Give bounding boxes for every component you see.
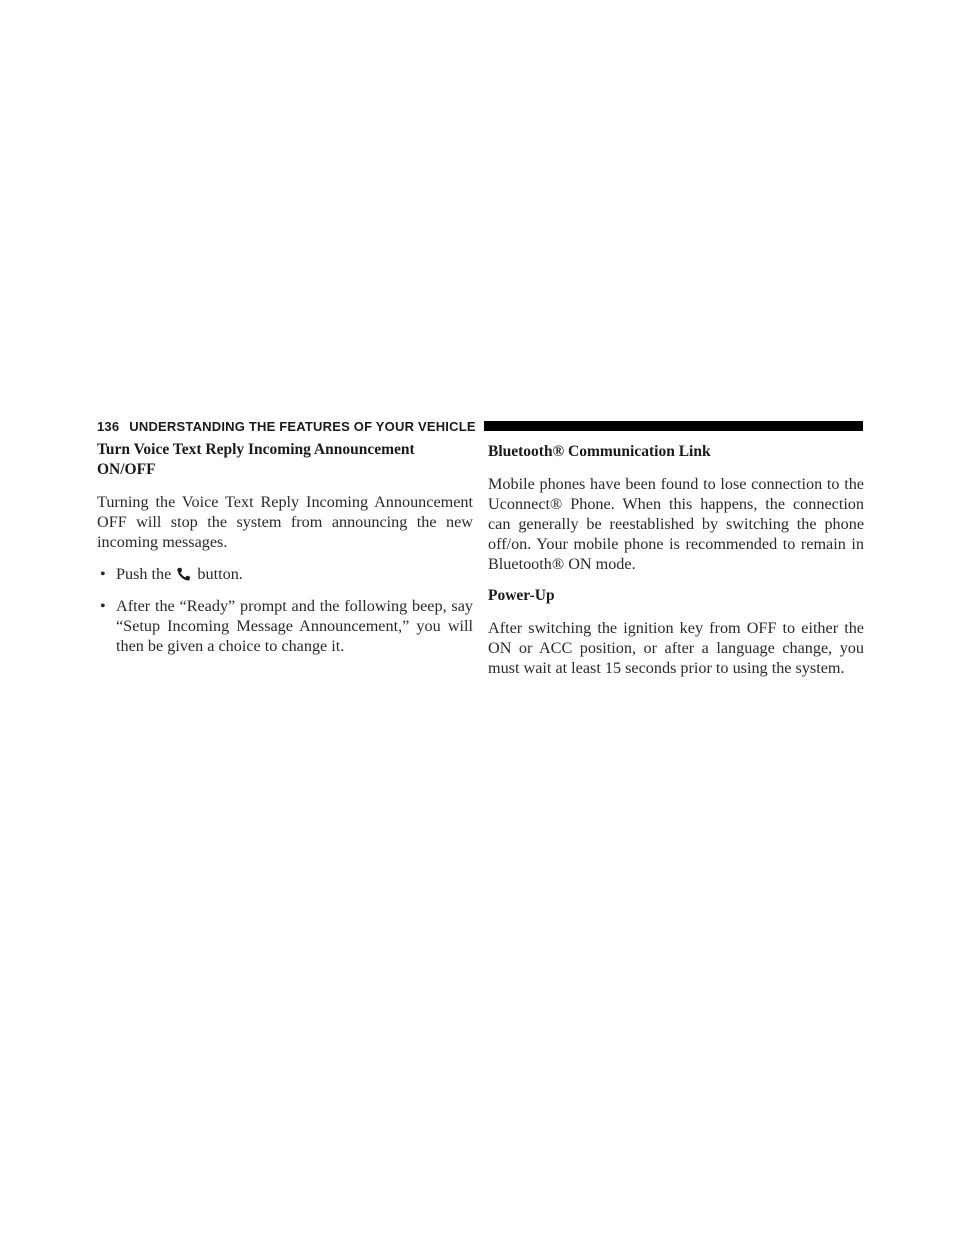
bullet-glyph: • xyxy=(100,597,106,615)
list-item xyxy=(97,564,473,584)
heading-line-2: ON/OFF xyxy=(97,461,156,478)
bullet-glyph: • xyxy=(100,565,106,583)
list-item-text-before: Push the xyxy=(116,565,172,583)
left-column xyxy=(97,440,473,668)
list-item xyxy=(97,596,473,656)
bluetooth-paragraph: Mobile phones have been found to lose connection to the Uconnect® Phone. When this happens, the connection can generally be reestablished by switching the phone off/on. Your mobile phone is recommended to remain in Bluetooth® ON mode. xyxy=(488,475,864,573)
section-title: UNDERSTANDING THE FEATURES OF YOUR VEHICLE xyxy=(129,418,476,434)
right-column xyxy=(488,440,864,690)
list-item-text: After the “Ready” prompt and the following beep, say “Setup Incoming Message Announcement,” you will then be given a choice to change it. xyxy=(116,597,473,655)
heading-line-1: Turn Voice Text Reply Incoming Announcement xyxy=(97,441,415,458)
header-rule xyxy=(484,421,863,431)
power-up-paragraph: After switching the ignition key from OFF to either the ON or ACC position, or after a language change, you must wait at least 15 seconds prior to using the system. xyxy=(488,619,864,677)
bluetooth-heading: Bluetooth® Communication Link xyxy=(488,443,711,460)
page-number: 136 xyxy=(97,418,120,434)
power-up-heading: Power-Up xyxy=(488,587,555,604)
instruction-list xyxy=(97,564,473,656)
phone-icon xyxy=(176,567,192,581)
page-header xyxy=(97,418,863,434)
voice-text-reply-heading xyxy=(97,440,473,480)
voice-text-reply-paragraph: Turning the Voice Text Reply Incoming Announcement OFF will stop the system from announcing the new incoming messages. xyxy=(97,493,473,551)
list-item-text-after: button. xyxy=(197,565,243,583)
